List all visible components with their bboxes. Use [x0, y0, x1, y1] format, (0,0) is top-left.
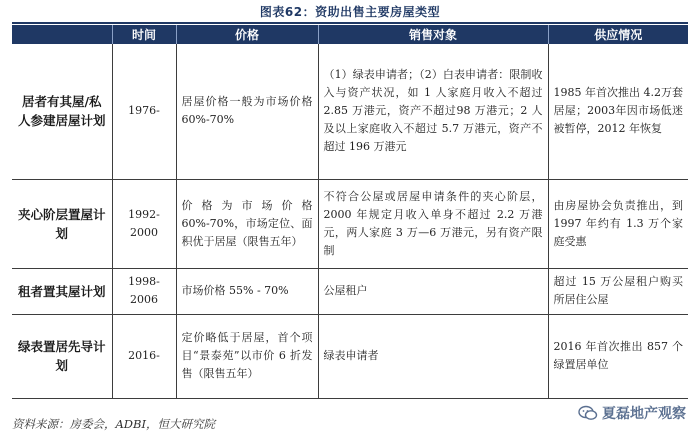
header-time: 时间 — [112, 25, 176, 44]
row-category: 绿表置居先导计划 — [12, 314, 112, 398]
table-row — [12, 268, 688, 314]
row-price: 定价略低于居屋，首个项目“景泰苑”以市价 6 折发售（限售五年） — [176, 314, 318, 398]
row-category: 夹心阶层置屋计划 — [12, 179, 112, 268]
source-note: 资料来源：房委会，ADBI，恒大研究院 — [12, 417, 216, 431]
header-category — [12, 25, 112, 44]
header-row — [12, 25, 688, 44]
watermark-text: 夏磊地产观察 — [602, 406, 686, 422]
row-time: 2016- — [112, 314, 176, 398]
row-price: 居屋价格一般为市场价格 60%-70% — [176, 44, 318, 179]
row-supply: 超过 15 万公屋租户购买所居住公屋 — [548, 268, 688, 314]
header-supply: 供应情况 — [548, 25, 688, 44]
row-category: 居者有其屋/私人参建居屋计划 — [12, 44, 112, 179]
row-time: 1998-2006 — [112, 268, 176, 314]
row-target: 不符合公屋或居屋申请条件的夹心阶层，2000 年规定月收入单身不超过 2.2 万港元，两人家庭 3 万—6 万港元，另有资产限制 — [318, 179, 548, 268]
title-rule — [12, 22, 688, 24]
row-price: 价格为市场价格 60%-70%，市场定位、面积优于居屋（限售五年） — [176, 179, 318, 268]
row-supply: 1985 年首次推出 4.2万套居屋；2003年因市场低迷被暂停，2012 年恢复 — [548, 44, 688, 179]
row-target: （1）绿表申请者；（2）白表申请者：限制收入与资产状况，如 1 人家庭月收入不超过 2.85 万港元，资产不超过98 万港元；2 人及以上家庭收入不超过 5.7 万港元，资产不超过 196 万港元 — [318, 44, 548, 179]
row-price: 市场价格 55% - 70% — [176, 268, 318, 314]
row-target: 公屋租户 — [318, 268, 548, 314]
row-supply: 2016 年首次推出 857 个绿置居单位 — [548, 314, 688, 398]
table-row — [12, 179, 688, 268]
header-price: 价格 — [176, 25, 318, 44]
table-row — [12, 314, 688, 398]
row-time: 1992-2000 — [112, 179, 176, 268]
housing-types-table — [12, 25, 688, 399]
row-target: 绿表申请者 — [318, 314, 548, 398]
row-supply: 由房屋协会负责推出，到 1997 年约有 1.3 万个家庭受惠 — [548, 179, 688, 268]
row-time: 1976- — [112, 44, 176, 179]
row-category: 租者置其屋计划 — [12, 268, 112, 314]
watermark — [578, 402, 686, 424]
header-target: 销售对象 — [318, 25, 548, 44]
table-row — [12, 44, 688, 179]
wechat-icon — [578, 405, 598, 421]
figure-title: 图表62：资助出售主要房屋类型 — [259, 5, 441, 19]
